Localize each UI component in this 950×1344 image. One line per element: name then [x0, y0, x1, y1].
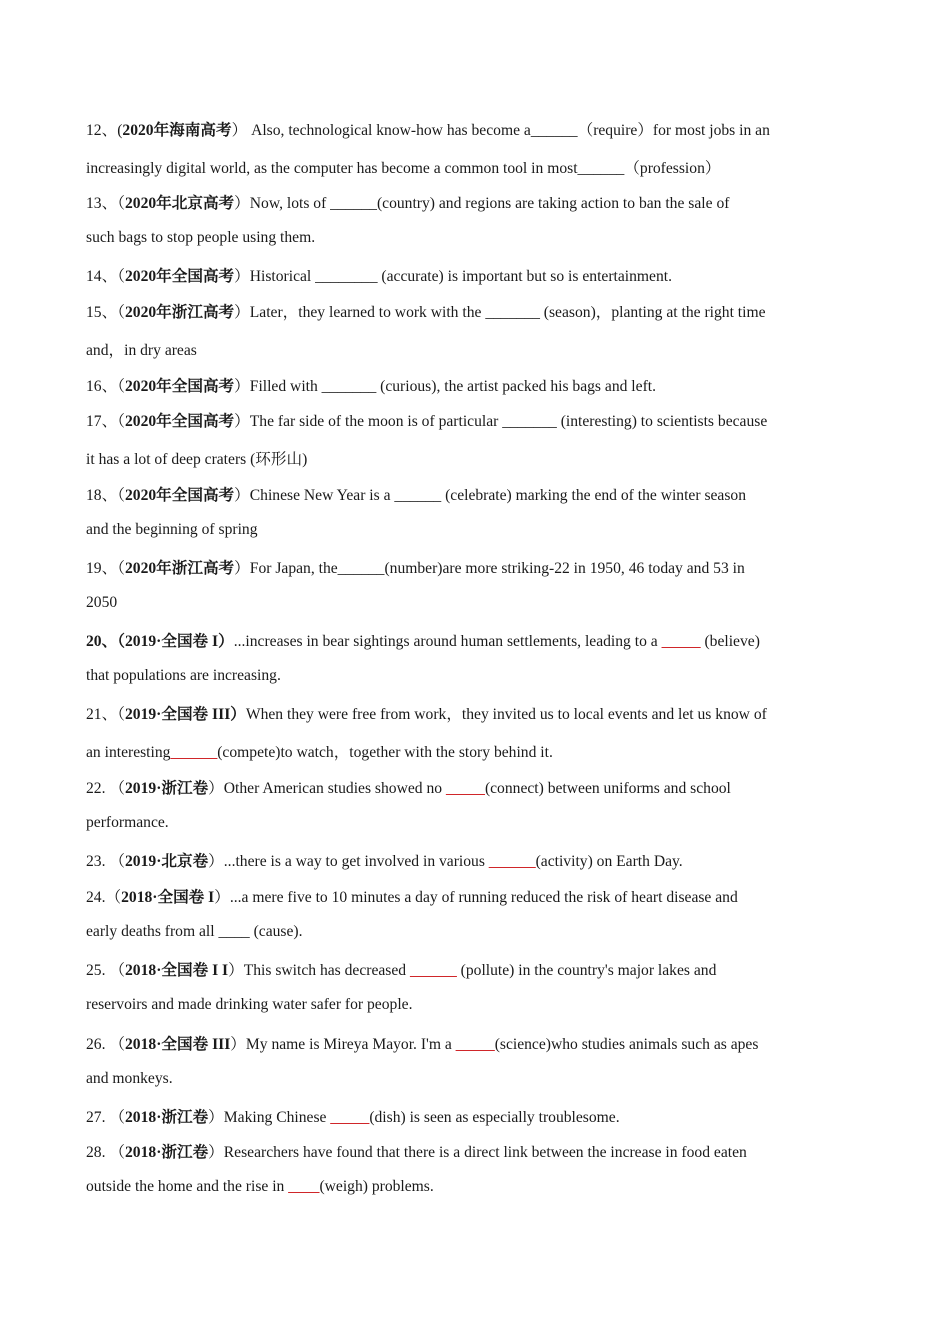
question-number: 13、（ — [86, 195, 125, 212]
question-source: 2018·全国卷 I I — [125, 962, 229, 979]
answer-blank[interactable]: ______ — [170, 744, 218, 761]
question-source: 2018·浙江卷 — [125, 1109, 209, 1126]
question-line-2: increasingly digital world, as the computer has become a common tool in most______（profession） — [86, 160, 721, 177]
question-text: Historical ________ (accurate) is important but so is entertainment. — [249, 268, 672, 285]
question-number: 14、（ — [86, 268, 125, 285]
question-text: For Japan, the______(number)are more striking-22 in 1950, 46 today and 53 in — [249, 560, 745, 577]
question-text: Later，they learned to work with the _______ (season)，planting at the right time — [249, 304, 766, 321]
question-line-2: outside the home and the rise in ____(weigh) problems. — [86, 1178, 434, 1195]
question-line: 22. （2019·浙江卷）Other American studies showed no _____(connect) between uniforms and school — [86, 780, 731, 797]
question-text: ...increases in bear sightings around human settlements, leading to a — [233, 633, 662, 650]
question-text: When they were free from work，they invited us to local events and let us know of — [245, 706, 767, 723]
question-number: 25. （ — [86, 962, 125, 979]
question-source: 2020年全国高考 — [124, 378, 235, 395]
question-number: 26. （ — [86, 1036, 125, 1053]
question-line: 15、（2020年浙江高考）Later，they learned to work with the _______ (season)，planting at the right time — [86, 304, 766, 321]
question-source: 2020年全国高考 — [124, 413, 235, 430]
question-text: ...there is a way to get involved in various — [223, 853, 489, 870]
answer-blank[interactable]: _____ — [455, 1036, 495, 1053]
question-line-2: such bags to stop people using them. — [86, 229, 316, 246]
question-source: 2019·浙江卷 — [125, 780, 209, 797]
question-source: 2018·全国卷 I — [121, 889, 215, 906]
question-text: ...a mere five to 10 minutes a day of running reduced the risk of heart disease and — [229, 889, 738, 906]
question-line-2: and，in dry areas — [86, 342, 197, 359]
question-line: 17、（2020年全国高考）The far side of the moon is of particular _______ (interesting) to scientists because — [86, 413, 768, 430]
question-line: 24.（2018·全国卷 I）...a mere five to 10 minutes a day of running reduced the risk of heart disease and — [86, 889, 738, 906]
question-text: Other American studies showed no — [223, 780, 446, 797]
question-source: 2020年浙江高考 — [124, 560, 235, 577]
question-line-2: and the beginning of spring — [86, 521, 258, 538]
question-source: 2019·全国卷 III — [124, 706, 231, 723]
question-source: 2020年全国高考 — [124, 268, 235, 285]
answer-blank[interactable]: _____ — [661, 633, 701, 650]
question-source: 2019·北京卷 — [125, 853, 209, 870]
question-text: Making Chinese — [223, 1109, 331, 1126]
question-number: 19、（ — [86, 560, 125, 577]
question-line: 28. （2018·浙江卷）Researchers have found that there is a direct link between the increase in food eaten — [86, 1144, 747, 1161]
question-source: 2020年北京高考 — [124, 195, 235, 212]
question-number: 16、（ — [86, 378, 125, 395]
question-line: 19、（2020年浙江高考）For Japan, the______(number)are more striking-22 in 1950, 46 today and 53 in — [86, 560, 745, 577]
question-text: This switch has decreased — [243, 962, 410, 979]
answer-blank[interactable]: _____ — [445, 780, 485, 797]
question-line: 21、（2019·全国卷 III）When they were free from work，they invited us to local events and let us know of — [86, 706, 767, 723]
question-source: 2019·全国卷 I — [124, 633, 219, 650]
question-number: 15、（ — [86, 304, 125, 321]
answer-blank[interactable]: ____ — [288, 1178, 320, 1195]
question-line: 18、（2020年全国高考）Chinese New Year is a ______ (celebrate) marking the end of the winter season — [86, 487, 747, 504]
question-text: Researchers have found that there is a direct link between the increase in food eaten — [223, 1144, 747, 1161]
question-line-2: and monkeys. — [86, 1070, 173, 1087]
question-line-2: early deaths from all ____ (cause). — [86, 923, 303, 940]
answer-blank[interactable]: ______ — [488, 853, 536, 870]
question-source: 2020年浙江高考 — [124, 304, 235, 321]
question-text: The far side of the moon is of particular _______ (interesting) to scientists because — [249, 413, 768, 430]
question-line-2: that populations are increasing. — [86, 667, 281, 684]
question-text: Filled with _______ (curious), the artist packed his bags and left. — [249, 378, 656, 395]
question-line: 23. （2019·北京卷）...there is a way to get involved in various ______(activity) on Earth Day. — [86, 853, 683, 870]
question-line: 16、（2020年全国高考）Filled with _______ (curious), the artist packed his bags and left. — [86, 378, 656, 395]
question-line: 27. （2018·浙江卷）Making Chinese _____(dish) is seen as especially troublesome. — [86, 1109, 620, 1126]
question-number: 27. （ — [86, 1109, 125, 1126]
question-text: Also, technological know-how has become a______（require）for most jobs in an — [247, 122, 770, 139]
question-number: 24.（ — [86, 889, 122, 906]
question-line: 26. （2018·全国卷 III）My name is Mireya Mayor. I'm a _____(science)who studies animals such as apes — [86, 1036, 759, 1053]
question-line: 13、（2020年北京高考）Now, lots of ______(country) and regions are taking action to ban the sale of — [86, 195, 730, 212]
question-source: 2018·浙江卷 — [125, 1144, 209, 1161]
question-source: 2020年全国高考 — [124, 487, 235, 504]
question-line: 25. （2018·全国卷 I I）This switch has decreased ______ (pollute) in the country's major lakes and — [86, 962, 717, 979]
question-number: 21、（ — [86, 706, 125, 723]
question-line: 14、（2020年全国高考）Historical ________ (accurate) is important but so is entertainment. — [86, 268, 672, 285]
answer-blank[interactable]: ______ — [410, 962, 457, 979]
question-line-2: it has a lot of deep craters (环形山) — [86, 451, 308, 468]
question-number: 22. （ — [86, 780, 125, 797]
question-line-2: reservoirs and made drinking water safer for people. — [86, 996, 413, 1013]
question-line-2: performance. — [86, 814, 169, 831]
question-number: 20、（ — [86, 633, 125, 650]
question-number: 17、（ — [86, 413, 125, 430]
question-number: 28. （ — [86, 1144, 125, 1161]
question-number: 12、( — [86, 122, 123, 139]
question-source: 2018·全国卷 III — [125, 1036, 231, 1053]
question-line: 12、(2020年海南高考） Also, technological know-how has become a______（require）for most jobs in an — [86, 122, 770, 139]
answer-blank[interactable]: _____ — [330, 1109, 370, 1126]
question-number: 23. （ — [86, 853, 125, 870]
question-line: 20、（2019·全国卷 I）...increases in bear sightings around human settlements, leading to a _____ (believe) — [86, 633, 760, 650]
question-text: Now, lots of ______(country) and regions are taking action to ban the sale of — [249, 195, 730, 212]
question-text: My name is Mireya Mayor. I'm a — [245, 1036, 456, 1053]
question-number: 18、（ — [86, 487, 125, 504]
question-line-2: an interesting______(compete)to watch，together with the story behind it. — [86, 744, 553, 761]
question-line-2: 2050 — [86, 594, 118, 611]
question-source: 2020年海南高考 — [122, 122, 232, 139]
question-text: Chinese New Year is a ______ (celebrate) marking the end of the winter season — [249, 487, 747, 504]
